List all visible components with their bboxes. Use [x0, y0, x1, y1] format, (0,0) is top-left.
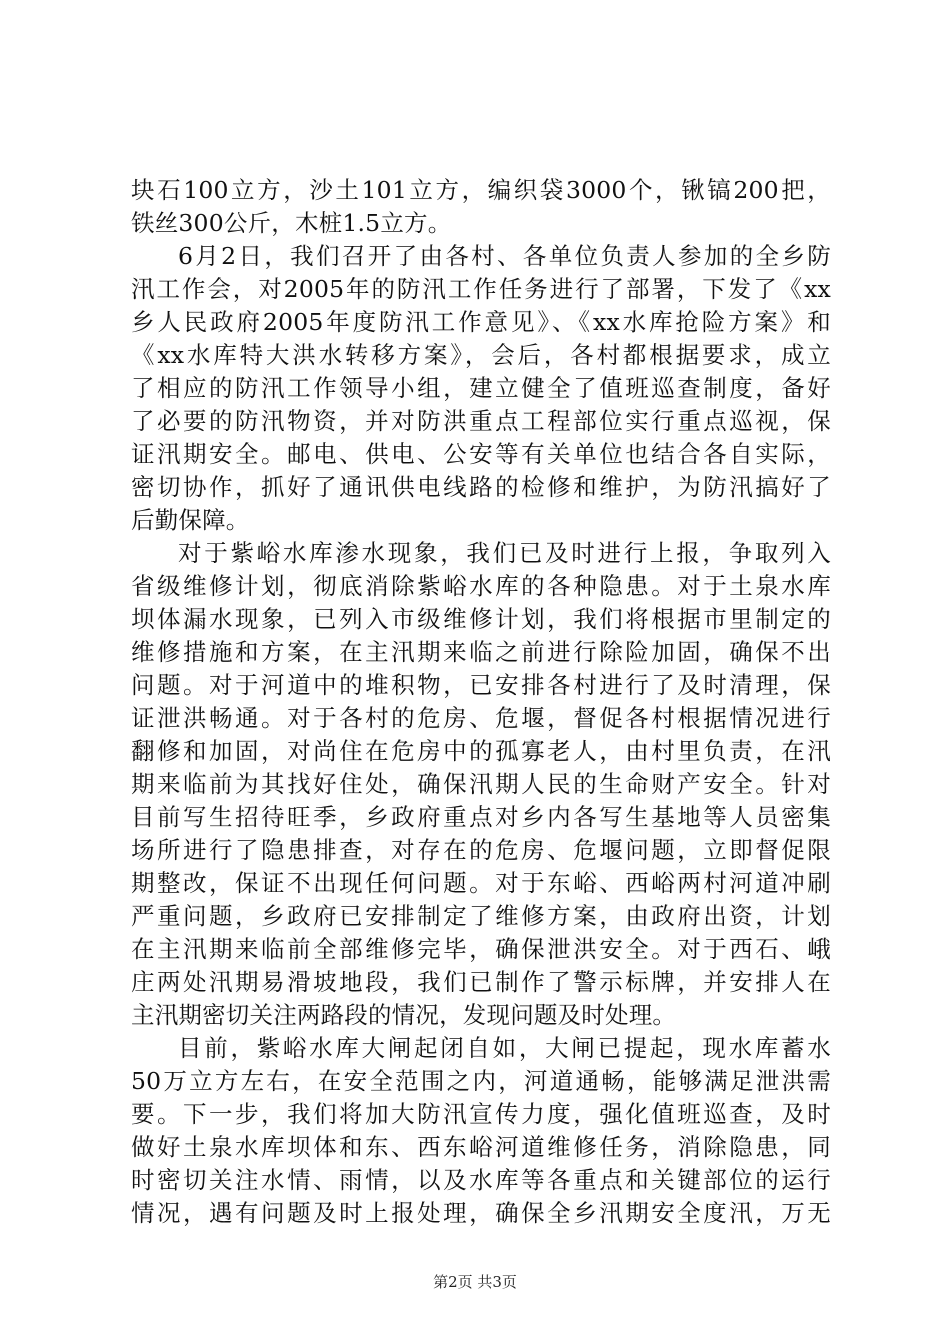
- text-line: 密切协作，抓好了通讯供电线路的检修和维护，为防汛搞好了: [131, 473, 831, 501]
- text-line: 翻修和加固，对尚住在危房中的孤寡老人，由村里负责，在汛: [131, 737, 831, 765]
- text-line: 6月2日，我们召开了由各村、各单位负责人参加的全乡防: [178, 242, 831, 270]
- document-body: [131, 174, 831, 1230]
- text-line: 时密切关注水情、雨情，以及水库等各重点和关键部位的运行: [131, 1166, 831, 1194]
- text-line: 铁丝300公斤，木桩1.5立方。: [131, 209, 452, 237]
- paragraph-2: [131, 240, 831, 537]
- text-line: 情况，遇有问题及时上报处理，确保全乡汛期安全度汛，万无: [131, 1199, 831, 1227]
- text-line: 坝体漏水现象，已列入市级维修计划，我们将根据市里制定的: [131, 605, 831, 633]
- text-line: 乡人民政府2005年度防汛工作意见》、《xx水库抢险方案》和: [131, 308, 831, 336]
- text-line: 要。下一步，我们将加大防汛宣传力度，强化值班巡查，及时: [131, 1100, 831, 1128]
- text-line: 证汛期安全。邮电、供电、公安等有关单位也结合各自实际，: [131, 440, 831, 468]
- text-line: 《xx水库特大洪水转移方案》，会后，各村都根据要求，成立: [131, 341, 831, 369]
- text-line: 严重问题，乡政府已安排制定了维修方案，由政府出资，计划: [131, 902, 831, 930]
- text-line: 场所进行了隐患排查，对存在的危房、危堰问题，立即督促限: [131, 836, 831, 864]
- text-line: 主汛期密切关注两路段的情况，发现问题及时处理。: [131, 1001, 677, 1029]
- text-line: 问题。对于河道中的堆积物，已安排各村进行了及时清理，保: [131, 671, 831, 699]
- paragraph-3: [131, 537, 831, 1032]
- page-number: 第2页 共3页: [433, 1273, 517, 1291]
- text-line: 了必要的防汛物资，并对防洪重点工程部位实行重点巡视，保: [131, 407, 831, 435]
- text-line: 了相应的防汛工作领导小组，建立健全了值班巡查制度，备好: [131, 374, 831, 402]
- text-line: 汛工作会，对2005年的防汛工作任务进行了部署，下发了《xx: [131, 275, 831, 303]
- text-line: 做好土泉水库坝体和东、西东峪河道维修任务，消除隐患，同: [131, 1133, 831, 1161]
- page-footer: [0, 1272, 950, 1292]
- text-line: 后勤保障。: [131, 506, 250, 534]
- paragraph-1: [131, 174, 831, 240]
- text-line: 期来临前为其找好住处，确保汛期人民的生命财产安全。针对: [131, 770, 831, 798]
- text-line: 对于紫峪水库渗水现象，我们已及时进行上报，争取列入: [178, 539, 831, 567]
- text-line: 50万立方左右，在安全范围之内，河道通畅，能够满足泄洪需: [131, 1067, 831, 1095]
- text-line: 目前，紫峪水库大闸起闭自如，大闸已提起，现水库蓄水: [178, 1034, 831, 1062]
- paragraph-4: [131, 1032, 831, 1230]
- text-line: 证泄洪畅通。对于各村的危房、危堰，督促各村根据情况进行: [131, 704, 831, 732]
- text-line: 期整改，保证不出现任何问题。对于东峪、西峪两村河道冲刷: [131, 869, 831, 897]
- text-line: 在主汛期来临前全部维修完毕，确保泄洪安全。对于西石、峨: [131, 935, 831, 963]
- text-line: 维修措施和方案，在主汛期来临之前进行除险加固，确保不出: [131, 638, 831, 666]
- text-line: 块石100立方，沙土101立方，编织袋3000个，锹镐200把，: [131, 176, 831, 204]
- text-line: 庄两处汛期易滑坡地段，我们已制作了警示标牌，并安排人在: [131, 968, 831, 996]
- text-line: 省级维修计划，彻底消除紫峪水库的各种隐患。对于土泉水库: [131, 572, 831, 600]
- text-line: 目前写生招待旺季，乡政府重点对乡内各写生基地等人员密集: [131, 803, 831, 831]
